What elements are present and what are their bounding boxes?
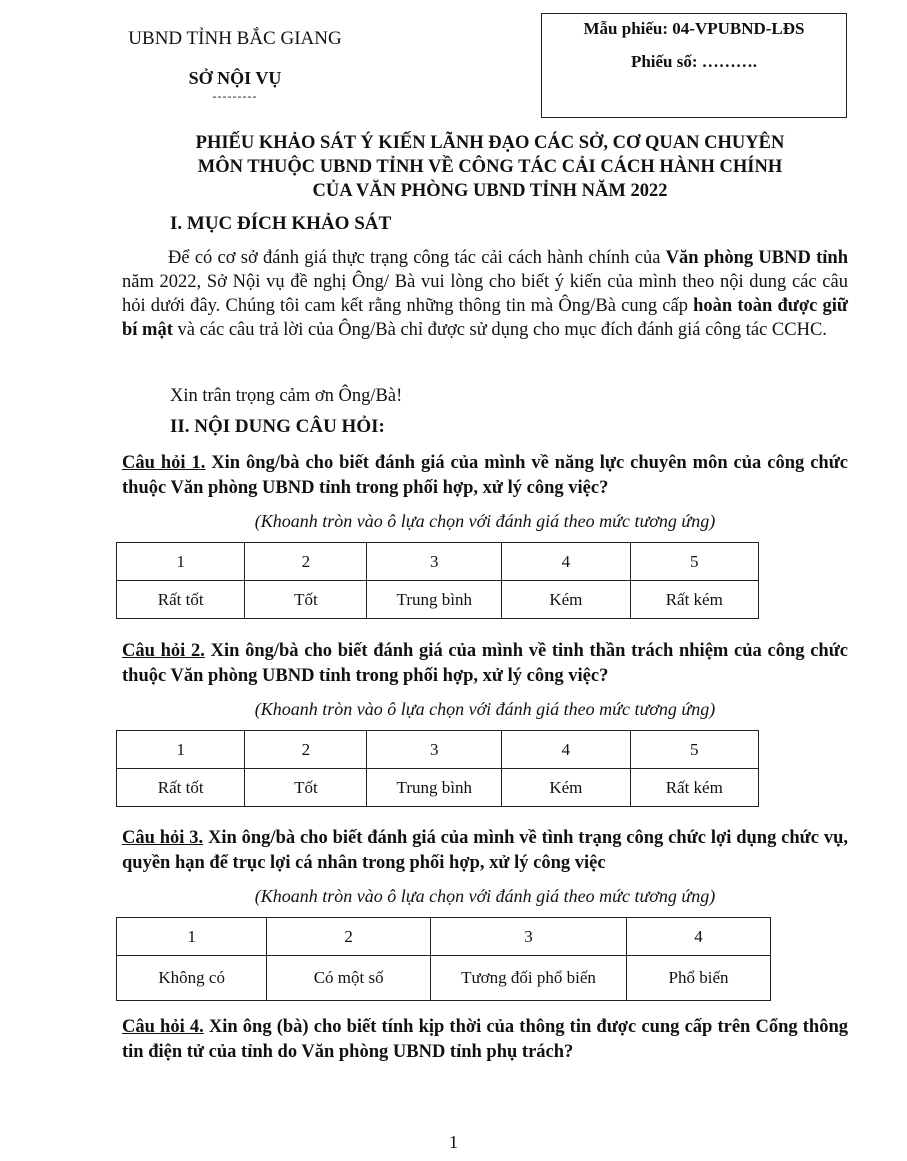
purpose-paragraph	[122, 246, 848, 342]
instruction-note-1: (Khoanh tròn vào ô lựa chọn với đánh giá theo mức tương ứng)	[254, 511, 716, 531]
instruction-note-3: (Khoanh tròn vào ô lựa chọn với đánh giá theo mức tương ứng)	[254, 886, 716, 906]
rating-option-4[interactable]: Kém	[502, 581, 630, 619]
table-row	[117, 769, 759, 807]
rating-number-3[interactable]: 3	[430, 918, 626, 956]
rating-option-3[interactable]: Trung bình	[367, 769, 502, 807]
purpose-text-b: Văn phòng UBND tỉnh	[665, 248, 848, 268]
form-code-box	[541, 13, 847, 118]
table-row	[117, 956, 771, 1001]
rating-number-1[interactable]: 1	[117, 543, 245, 581]
thanks-line: Xin trân trọng cảm ơn Ông/Bà!	[170, 386, 403, 406]
rating-option-3[interactable]: Tương đối phổ biến	[430, 956, 626, 1001]
title-line-2: MÔN THUỘC UBND TỈNH VỀ CÔNG TÁC CẢI CÁCH HÀNH CHÍNH	[197, 157, 783, 177]
rating-option-2[interactable]: Tốt	[245, 581, 367, 619]
rating-number-2[interactable]: 2	[267, 918, 431, 956]
rating-option-5[interactable]: Rất kém	[630, 769, 758, 807]
question-3-text: Xin ông/bà cho biết đánh giá của mình về tình trạng công chức lợi dụng chức vụ, quyền hạn để trục lợi cá nhân trong phối hợp, xử lý công việc	[122, 828, 848, 873]
rating-number-2[interactable]: 2	[245, 543, 367, 581]
rating-table-q2	[116, 730, 759, 807]
question-4-label: Câu hỏi 4.	[122, 1017, 204, 1037]
table-row	[117, 731, 759, 769]
rating-number-5[interactable]: 5	[630, 731, 758, 769]
table-row	[117, 918, 771, 956]
rating-option-1[interactable]: Không có	[117, 956, 267, 1001]
table-row	[117, 543, 759, 581]
table-row	[117, 581, 759, 619]
rating-number-4[interactable]: 4	[627, 918, 771, 956]
purpose-text-e: và các câu trả lời của Ông/Bà chỉ được sử dụng cho mục đích đánh giá công tác CCHC.	[172, 320, 827, 340]
document-title	[120, 131, 860, 203]
purpose-text-c: năm 2022, Sở Nội vụ đề nghị Ông/ Bà vui lòng cho biết ý kiến của mình theo nội dung các câu hỏi dưới đây. Chúng tôi cam kết rằng những thông tin mà Ông/Bà cung cấp	[122, 272, 848, 316]
form-number: Phiếu số: ……….	[630, 52, 758, 71]
purpose-text-d: hoàn toàn được giữ bí mật	[122, 296, 848, 340]
question-2-text: Xin ông/bà cho biết đánh giá của mình về tinh thần trách nhiệm của công chức thuộc Văn phòng UBND tỉnh trong phối hợp, xử lý công việc?	[122, 641, 849, 686]
rating-option-2[interactable]: Tốt	[245, 769, 367, 807]
page-number: 1	[449, 1132, 458, 1152]
rating-option-1[interactable]: Rất tốt	[117, 581, 245, 619]
section-2-heading: II. NỘI DUNG CÂU HỎI:	[170, 416, 385, 437]
rating-number-5[interactable]: 5	[630, 543, 758, 581]
rating-number-3[interactable]: 3	[367, 543, 502, 581]
rating-number-1[interactable]: 1	[117, 731, 245, 769]
question-1-text: Xin ông/bà cho biết đánh giá của mình về năng lực chuyên môn của công chức thuộc Văn phòng UBND tỉnh trong phối hợp, xử lý công việc?	[122, 453, 849, 498]
purpose-text-a: Để có cơ sở đánh giá thực trạng công tác cải cách hành chính của	[168, 248, 666, 268]
rating-option-5[interactable]: Rất kém	[630, 581, 758, 619]
rating-option-4[interactable]: Phổ biến	[627, 956, 771, 1001]
org-name: UBND TỈNH BẮC GIANG	[128, 28, 342, 49]
title-line-3: CỦA VĂN PHÒNG UBND TỈNH NĂM 2022	[312, 181, 668, 201]
question-1-label: Câu hỏi 1.	[122, 453, 206, 473]
rating-number-4[interactable]: 4	[502, 731, 630, 769]
rating-number-2[interactable]: 2	[245, 731, 367, 769]
rating-option-1[interactable]: Rất tốt	[117, 769, 245, 807]
rating-option-3[interactable]: Trung bình	[367, 581, 502, 619]
header-separator: ---------	[212, 89, 258, 103]
section-1-heading: I. MỤC ĐÍCH KHẢO SÁT	[170, 213, 392, 234]
question-1	[122, 451, 848, 501]
rating-number-1[interactable]: 1	[117, 918, 267, 956]
question-3	[122, 826, 848, 876]
rating-option-4[interactable]: Kém	[502, 769, 630, 807]
question-4	[122, 1015, 848, 1065]
question-3-label: Câu hỏi 3.	[122, 828, 204, 848]
rating-table-q3	[116, 917, 771, 1001]
question-2	[122, 639, 848, 689]
instruction-note-2: (Khoanh tròn vào ô lựa chọn với đánh giá theo mức tương ứng)	[254, 699, 716, 719]
rating-number-3[interactable]: 3	[367, 731, 502, 769]
title-line-1: PHIẾU KHẢO SÁT Ý KIẾN LÃNH ĐẠO CÁC SỞ, CƠ QUAN CHUYÊN	[195, 133, 785, 153]
question-2-label: Câu hỏi 2.	[122, 641, 205, 661]
form-code: Mẫu phiếu: 04-VPUBND-LĐS	[583, 19, 805, 38]
dept-name: SỞ NỘI VỤ	[188, 68, 282, 88]
rating-number-4[interactable]: 4	[502, 543, 630, 581]
header-left	[110, 28, 360, 103]
rating-table-q1	[116, 542, 759, 619]
rating-option-2[interactable]: Có một số	[267, 956, 431, 1001]
question-4-text: Xin ông (bà) cho biết tính kịp thời của thông tin được cung cấp trên Cổng thông tin điện tử của tỉnh do Văn phòng UBND tỉnh phụ trách?	[122, 1017, 848, 1062]
